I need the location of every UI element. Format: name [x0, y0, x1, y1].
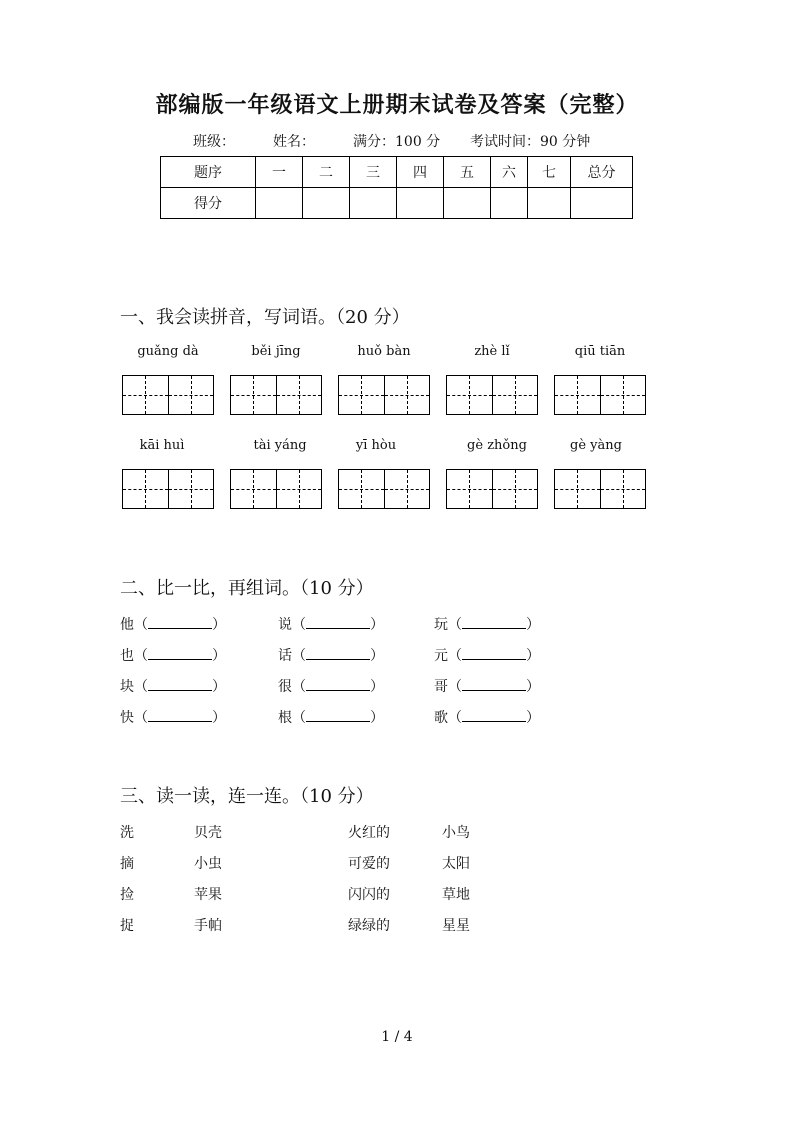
- match-verb[interactable]: 洗: [120, 825, 134, 841]
- answer-blank[interactable]: [148, 677, 212, 691]
- compare-char: 元: [434, 648, 448, 664]
- match-adjective[interactable]: 可爱的: [348, 856, 390, 872]
- compare-char: 他: [120, 617, 134, 633]
- tian-cell[interactable]: [231, 470, 276, 508]
- pinyin-label: kāi huì: [139, 438, 185, 453]
- pinyin-label: huǒ bàn: [357, 344, 411, 359]
- match-adjective[interactable]: 绿绿的: [348, 918, 390, 934]
- score-cell[interactable]: [571, 188, 633, 219]
- match-noun[interactable]: 小鸟: [442, 825, 470, 841]
- answer-blank[interactable]: [148, 708, 212, 722]
- compare-char: 歌: [434, 710, 448, 726]
- pinyin-label: zhè lǐ: [474, 344, 510, 359]
- writing-grid[interactable]: [554, 375, 646, 415]
- score-header-cell: 四: [397, 157, 444, 188]
- score-cell[interactable]: [256, 188, 303, 219]
- match-verb[interactable]: 捉: [120, 918, 134, 934]
- compare-item: 块（ ）: [120, 679, 226, 695]
- writing-grid[interactable]: [338, 469, 430, 509]
- tian-cell[interactable]: [231, 376, 276, 414]
- writing-grid[interactable]: [554, 469, 646, 509]
- compare-item: 也（ ）: [120, 648, 226, 664]
- answer-blank[interactable]: [462, 677, 526, 691]
- writing-grid[interactable]: [338, 375, 430, 415]
- match-verb[interactable]: 摘: [120, 856, 134, 872]
- compare-item: 玩（ ）: [434, 617, 540, 633]
- pinyin-label: yī hòu: [355, 438, 397, 453]
- match-adjective[interactable]: 闪闪的: [348, 887, 390, 903]
- tian-cell[interactable]: [555, 376, 600, 414]
- name-label: 姓名：: [273, 134, 315, 150]
- compare-item: 很（ ）: [278, 679, 384, 695]
- page-title: 部编版一年级语文上册期末试卷及答案（完整）: [155, 92, 639, 118]
- score-table-row: [161, 188, 633, 219]
- tian-cell[interactable]: [123, 376, 168, 414]
- full-score-label: 满分：100 分: [353, 134, 441, 150]
- pinyin-label: qiū tiān: [574, 344, 626, 359]
- compare-char: 很: [278, 679, 292, 695]
- compare-char: 快: [120, 710, 134, 726]
- tian-cell[interactable]: [276, 470, 322, 508]
- score-cell[interactable]: [350, 188, 397, 219]
- pinyin-label: tài yáng: [253, 438, 307, 453]
- tian-cell[interactable]: [276, 376, 322, 414]
- section2-title: 二、比一比，再组词。（10 分）: [120, 578, 374, 599]
- compare-item: 他（ ）: [120, 617, 226, 633]
- writing-grid[interactable]: [230, 375, 322, 415]
- score-cell[interactable]: [397, 188, 444, 219]
- compare-item: 话（ ）: [278, 648, 384, 664]
- writing-grid[interactable]: [122, 375, 214, 415]
- score-cell[interactable]: [491, 188, 528, 219]
- score-header-cell: 题序: [161, 157, 256, 188]
- pinyin-label: gè yàng: [570, 438, 622, 453]
- writing-grid[interactable]: [446, 375, 538, 415]
- score-header-cell: 总分: [571, 157, 633, 188]
- answer-blank[interactable]: [462, 646, 526, 660]
- tian-cell[interactable]: [492, 376, 538, 414]
- compare-char: 说: [278, 617, 292, 633]
- compare-item: 哥（ ）: [434, 679, 540, 695]
- answer-blank[interactable]: [306, 708, 370, 722]
- tian-cell[interactable]: [600, 376, 646, 414]
- section3-title: 三、读一读，连一连。（10 分）: [120, 786, 374, 807]
- answer-blank[interactable]: [306, 677, 370, 691]
- exam-time-label: 考试时间：90 分钟: [470, 134, 591, 150]
- score-header-cell: 二: [303, 157, 350, 188]
- answer-blank[interactable]: [148, 646, 212, 660]
- pinyin-label: gè zhǒng: [467, 438, 527, 453]
- compare-item: 元（ ）: [434, 648, 540, 664]
- score-row-label: 得分: [161, 188, 256, 219]
- section1-title: 一、我会读拼音，写词语。（20 分）: [120, 307, 410, 328]
- tian-cell[interactable]: [339, 470, 384, 508]
- tian-cell[interactable]: [168, 376, 214, 414]
- tian-cell[interactable]: [555, 470, 600, 508]
- answer-blank[interactable]: [306, 646, 370, 660]
- answer-blank[interactable]: [462, 708, 526, 722]
- writing-grid[interactable]: [230, 469, 322, 509]
- match-adjective[interactable]: 火红的: [348, 825, 390, 841]
- compare-char: 块: [120, 679, 134, 695]
- match-object[interactable]: 手帕: [194, 918, 222, 934]
- score-header-cell: 一: [256, 157, 303, 188]
- compare-item: 歌（ ）: [434, 710, 540, 726]
- compare-item: 说（ ）: [278, 617, 384, 633]
- score-header-cell: 七: [528, 157, 571, 188]
- score-header-cell: 五: [444, 157, 491, 188]
- score-cell[interactable]: [528, 188, 571, 219]
- score-table: [160, 156, 633, 219]
- answer-blank[interactable]: [306, 615, 370, 629]
- page-number: 1 / 4: [381, 1029, 413, 1045]
- match-noun[interactable]: 星星: [442, 918, 470, 934]
- pinyin-label: guǎng dà: [137, 344, 199, 359]
- match-object[interactable]: 苹果: [194, 887, 222, 903]
- class-label: 班级：: [193, 134, 235, 150]
- compare-char: 玩: [434, 617, 448, 633]
- match-verb[interactable]: 捡: [120, 887, 134, 903]
- match-object[interactable]: 小虫: [194, 856, 222, 872]
- answer-blank[interactable]: [148, 615, 212, 629]
- writing-grid[interactable]: [122, 469, 214, 509]
- compare-char: 根: [278, 710, 292, 726]
- tian-cell[interactable]: [123, 470, 168, 508]
- match-object[interactable]: 贝壳: [194, 825, 222, 841]
- score-table-header-row: [161, 157, 633, 188]
- score-cell[interactable]: [303, 188, 350, 219]
- tian-cell[interactable]: [600, 470, 646, 508]
- compare-char: 哥: [434, 679, 448, 695]
- compare-char: 也: [120, 648, 134, 664]
- compare-item: 根（ ）: [278, 710, 384, 726]
- tian-cell[interactable]: [384, 470, 430, 508]
- tian-cell[interactable]: [384, 376, 430, 414]
- tian-cell[interactable]: [447, 376, 492, 414]
- match-noun[interactable]: 太阳: [442, 856, 470, 872]
- tian-cell[interactable]: [492, 470, 538, 508]
- compare-item: 快（ ）: [120, 710, 226, 726]
- score-header-cell: 三: [350, 157, 397, 188]
- pinyin-label: běi jīng: [251, 344, 301, 359]
- answer-blank[interactable]: [462, 615, 526, 629]
- tian-cell[interactable]: [339, 376, 384, 414]
- tian-cell[interactable]: [168, 470, 214, 508]
- match-noun[interactable]: 草地: [442, 887, 470, 903]
- score-header-cell: 六: [491, 157, 528, 188]
- score-cell[interactable]: [444, 188, 491, 219]
- writing-grid[interactable]: [446, 469, 538, 509]
- compare-char: 话: [278, 648, 292, 664]
- tian-cell[interactable]: [447, 470, 492, 508]
